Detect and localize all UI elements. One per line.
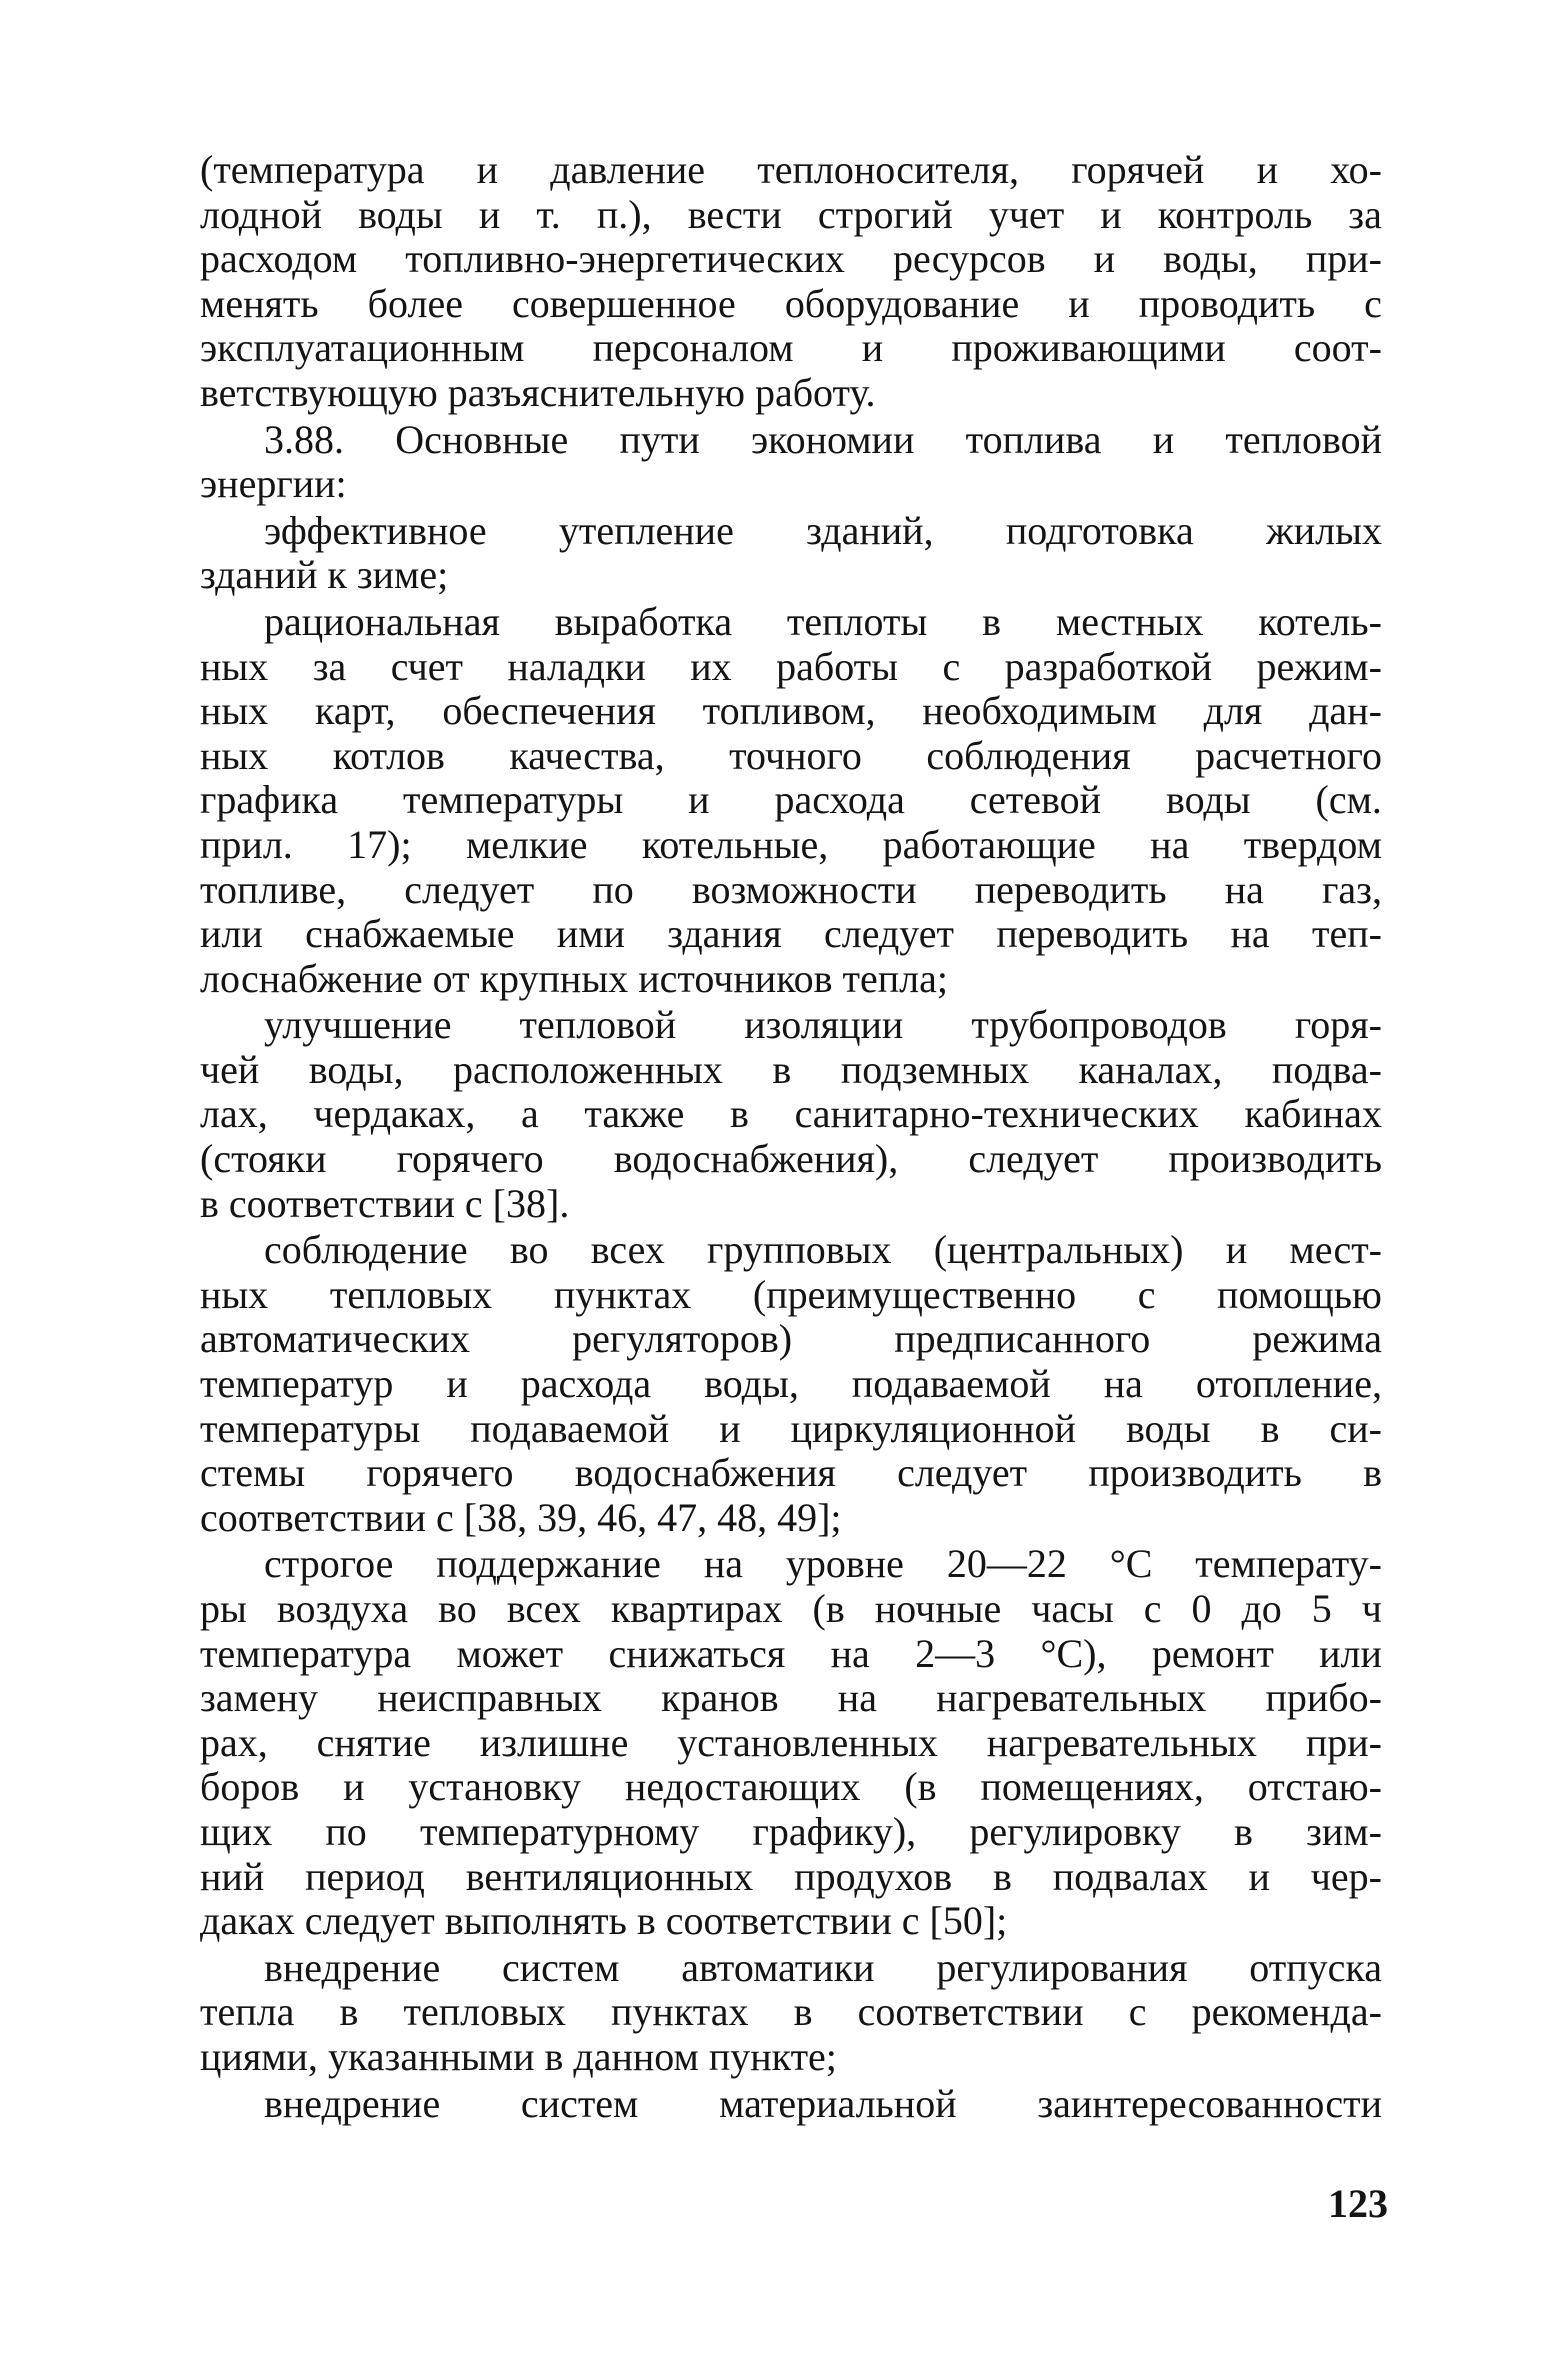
text-line: зданий к зиме; [200,552,449,598]
text-line: стемы горячего водоснабжения следует производить в [200,1450,1382,1496]
text-line: 3.88. Основные пути экономии топлива и тепловой [264,416,1382,462]
text-line: ры воздуха во всех квартирах (в ночные часы с 0 до 5 ч [200,1586,1382,1631]
paragraph-3-88-heading [200,418,1382,507]
page-number: 123 [1328,2181,1388,2226]
document-page [200,148,1382,2128]
text-line: лоснабжение от крупных источников тепла; [200,955,948,1001]
paragraph-heating-points [200,1228,1382,1540]
text-line: боров и установку недостающих (в помещениях, отстаю- [200,1764,1382,1810]
text-line: замену неисправных кранов на нагревательных прибо- [200,1675,1382,1721]
text-line: даках следует выполнять в соответствии с [50]; [200,1898,1008,1944]
text-line: чей воды, расположенных в подземных каналах, подва- [200,1046,1382,1092]
paragraph-automation [200,1946,1382,2080]
text-line: соблюдение во всех групповых (центральных) и мест- [264,1227,1382,1273]
text-line: прил. 17); мелкие котельные, работающие на твердом [200,821,1382,867]
paragraph-material-interest [200,2082,1382,2127]
text-line: эксплуатационным персоналом и проживающими соот- [200,325,1382,371]
text-line: ных карт, обеспечения топливом, необходимым для дан- [200,688,1382,734]
paragraph-insulation [200,509,1382,598]
text-line: (температура и давление теплоносителя, горячей и хо- [200,147,1382,192]
text-line: тепла в тепловых пунктах в соответствии с рекоменда- [200,1989,1382,2035]
text-line: в соответствии с [38]. [200,1180,570,1226]
text-line: температуры подаваемой и циркуляционной воды в си- [200,1405,1382,1451]
text-line: графика температуры и расхода сетевой воды (см. [200,777,1382,823]
text-line: внедрение систем автоматики регулирования отпуска [264,1944,1382,1990]
text-line: щих по температурному графику), регулировку в зим- [200,1808,1382,1854]
text-line: ных за счет наладки их работы с разработкой режим- [200,643,1382,689]
text-line: лодной воды и т. п.), вести строгий учет и контроль за [200,191,1382,237]
text-line: энергии: [200,461,347,507]
text-line: автоматических регуляторов) предписанного режима [200,1316,1382,1362]
text-line: соответствии с [38, 39, 46, 47, 48, 49]; [200,1494,842,1540]
text-line: температура может снижаться на 2—3 °С), ремонт или [200,1630,1382,1676]
text-line: улучшение тепловой изоляции трубопроводов горя- [264,1002,1382,1048]
text-line: ветствующую разъяснительную работу. [200,369,876,415]
text-line: эффективное утепление зданий, подготовка жилых [264,507,1382,553]
text-line: строгое поддержание на уровне 20—22 °С температу- [264,1541,1382,1587]
text-line: температур и расхода воды, подаваемой на отопление, [200,1361,1382,1407]
text-line: рациональная выработка теплоты в местных котель- [264,598,1382,644]
text-line: топливе, следует по возможности переводить на газ, [200,866,1382,912]
paragraph-intro-continuation [200,148,1382,416]
text-line: ний период вентиляционных продухов в подвалах и чер- [200,1853,1382,1899]
text-line: лах, чердаках, а также в санитарно-технических кабинах [200,1091,1382,1137]
paragraph-boilers [200,600,1382,1001]
text-line: рах, снятие излишне установленных нагревательных при- [200,1719,1382,1765]
text-line: менять более совершенное оборудование и проводить с [200,280,1382,326]
paragraph-air-temperature [200,1542,1382,1943]
text-line: расходом топливно-энергетических ресурсов и воды, при- [200,236,1382,282]
text-line: (стояки горячего водоснабжения), следует производить [200,1136,1382,1182]
text-line: ных котлов качества, точного соблюдения расчетного [200,732,1382,778]
text-line: ных тепловых пунктах (преимущественно с помощью [200,1271,1382,1317]
text-line: внедрение систем материальной заинтересованности [264,2080,1382,2126]
paragraph-pipe-insulation [200,1003,1382,1226]
text-line: циями, указанными в данном пункте; [200,2033,837,2079]
text-line: или снабжаемые ими здания следует переводить на теп- [200,911,1382,957]
